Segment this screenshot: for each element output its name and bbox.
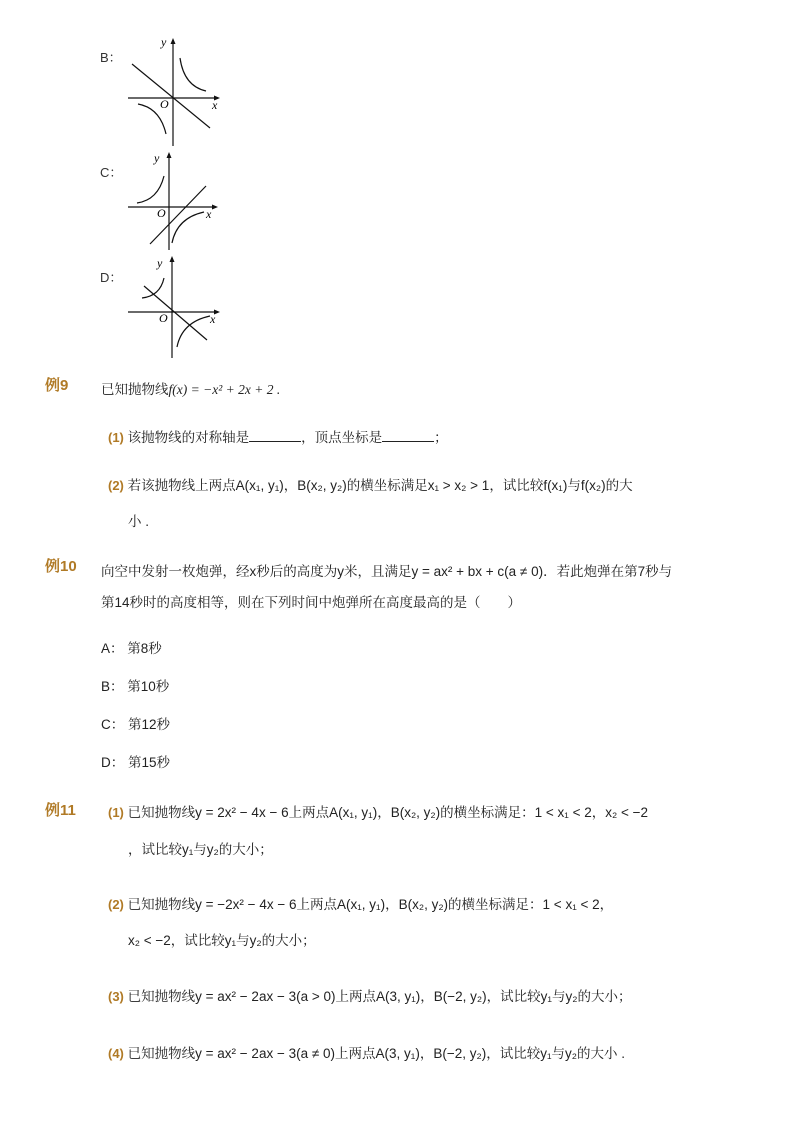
example-11-q1: [108, 801, 648, 821]
option-b-graph: [122, 36, 227, 148]
q1-number: (1): [108, 430, 124, 445]
q1-blank-2[interactable]: [382, 429, 434, 442]
example-10-line1: 向空中发射一枚炮弹，经x秒后的高度为y米，且满足y = ax² + bx + c(a ≠ 0)．若此炮弹在第7秒与: [101, 564, 673, 579]
example-9-q2-line2: 小 .: [128, 514, 150, 529]
q2-line1: 若该抛物线上两点A(x₁, y₁)，B(x₂, y₂)的横坐标满足x₁ > x₂ > 1，试比较f(x₁)与f(x₂)的大: [127, 478, 633, 493]
option-c-graph: [122, 148, 227, 252]
q-number: (2): [108, 897, 124, 912]
stem-formula: f(x) = −x² + 2x + 2 .: [168, 382, 281, 397]
option-letter: A：: [101, 641, 124, 656]
example-10-option-b[interactable]: [101, 675, 169, 695]
option-letter: D：: [101, 755, 125, 770]
option-text: 第10秒: [127, 679, 170, 694]
x-axis-label: x: [210, 312, 216, 326]
example-10-option-a[interactable]: [101, 637, 162, 657]
example-10-label: 例10: [45, 558, 77, 575]
option-b-letter: B：: [100, 50, 122, 65]
option-text: 第15秒: [128, 755, 171, 770]
origin-label: O: [160, 97, 169, 111]
origin-label: O: [159, 311, 168, 325]
example-11-q2-line2: x₂ < −2，试比较y₁与y₂的大小；: [128, 933, 316, 948]
example-10-line2: 第14秒时的高度相等，则在下列时间中炮弹所在高度最高的是（ ）: [101, 595, 522, 610]
example-9-label: 例9: [45, 377, 69, 394]
q-line1: 已知抛物线y = ax² − 2ax − 3(a ≠ 0)上两点A(3, y₁)，B(−2, y₂)，试比较y₁与y₂的大小 .: [127, 1046, 625, 1061]
option-letter: B：: [101, 679, 124, 694]
example-11-q3: [108, 985, 631, 1005]
y-axis-label: y: [154, 151, 160, 165]
q-line1: 已知抛物线y = −2x² − 4x − 6上两点A(x₁, y₁)，B(x₂, y₂)的横坐标满足：1 < x₁ < 2，: [127, 897, 614, 912]
y-axis-label: y: [161, 36, 167, 49]
q-number: (3): [108, 989, 124, 1004]
example-11-q1-line2: ，试比较y₁与y₂的大小；: [128, 842, 273, 857]
option-text: 第12秒: [128, 717, 171, 732]
example-9-q1: [108, 426, 448, 446]
example-9-q2: [108, 474, 633, 494]
q-line1: 已知抛物线y = ax² − 2ax − 3(a > 0)上两点A(3, y₁)，B(−2, y₂)，试比较y₁与y₂的大小；: [127, 989, 632, 1004]
example-11-q2: [108, 893, 613, 913]
option-letter: C：: [101, 717, 125, 732]
example-9-stem: [101, 378, 280, 398]
q-number: (1): [108, 805, 124, 820]
example-10-option-d[interactable]: [101, 751, 170, 771]
q-number: (4): [108, 1046, 124, 1061]
origin-label: O: [157, 206, 166, 220]
example-11-q4: [108, 1042, 625, 1062]
option-c-letter: C：: [100, 165, 123, 180]
example-11-label: 例11: [45, 802, 76, 819]
q1-text-a: 该抛物线的对称轴是: [127, 430, 250, 445]
q-line1: 已知抛物线y = 2x² − 4x − 6上两点A(x₁, y₁)，B(x₂, y₂)的横坐标满足：1 < x₁ < 2，x₂ < −2: [127, 805, 649, 820]
q1-blank-1[interactable]: [249, 429, 301, 442]
y-axis-label: y: [157, 256, 163, 270]
option-d-letter: D：: [100, 270, 123, 285]
x-axis-label: x: [212, 98, 218, 112]
q1-text-b: ，顶点坐标是: [301, 430, 383, 445]
q1-end: ；: [434, 430, 448, 445]
stem-text: 已知抛物线: [101, 382, 169, 397]
example-10-option-c[interactable]: [101, 713, 170, 733]
q2-number: (2): [108, 478, 124, 493]
option-text: 第8秒: [127, 641, 162, 656]
x-axis-label: x: [206, 207, 212, 221]
option-d-graph: [122, 252, 227, 360]
